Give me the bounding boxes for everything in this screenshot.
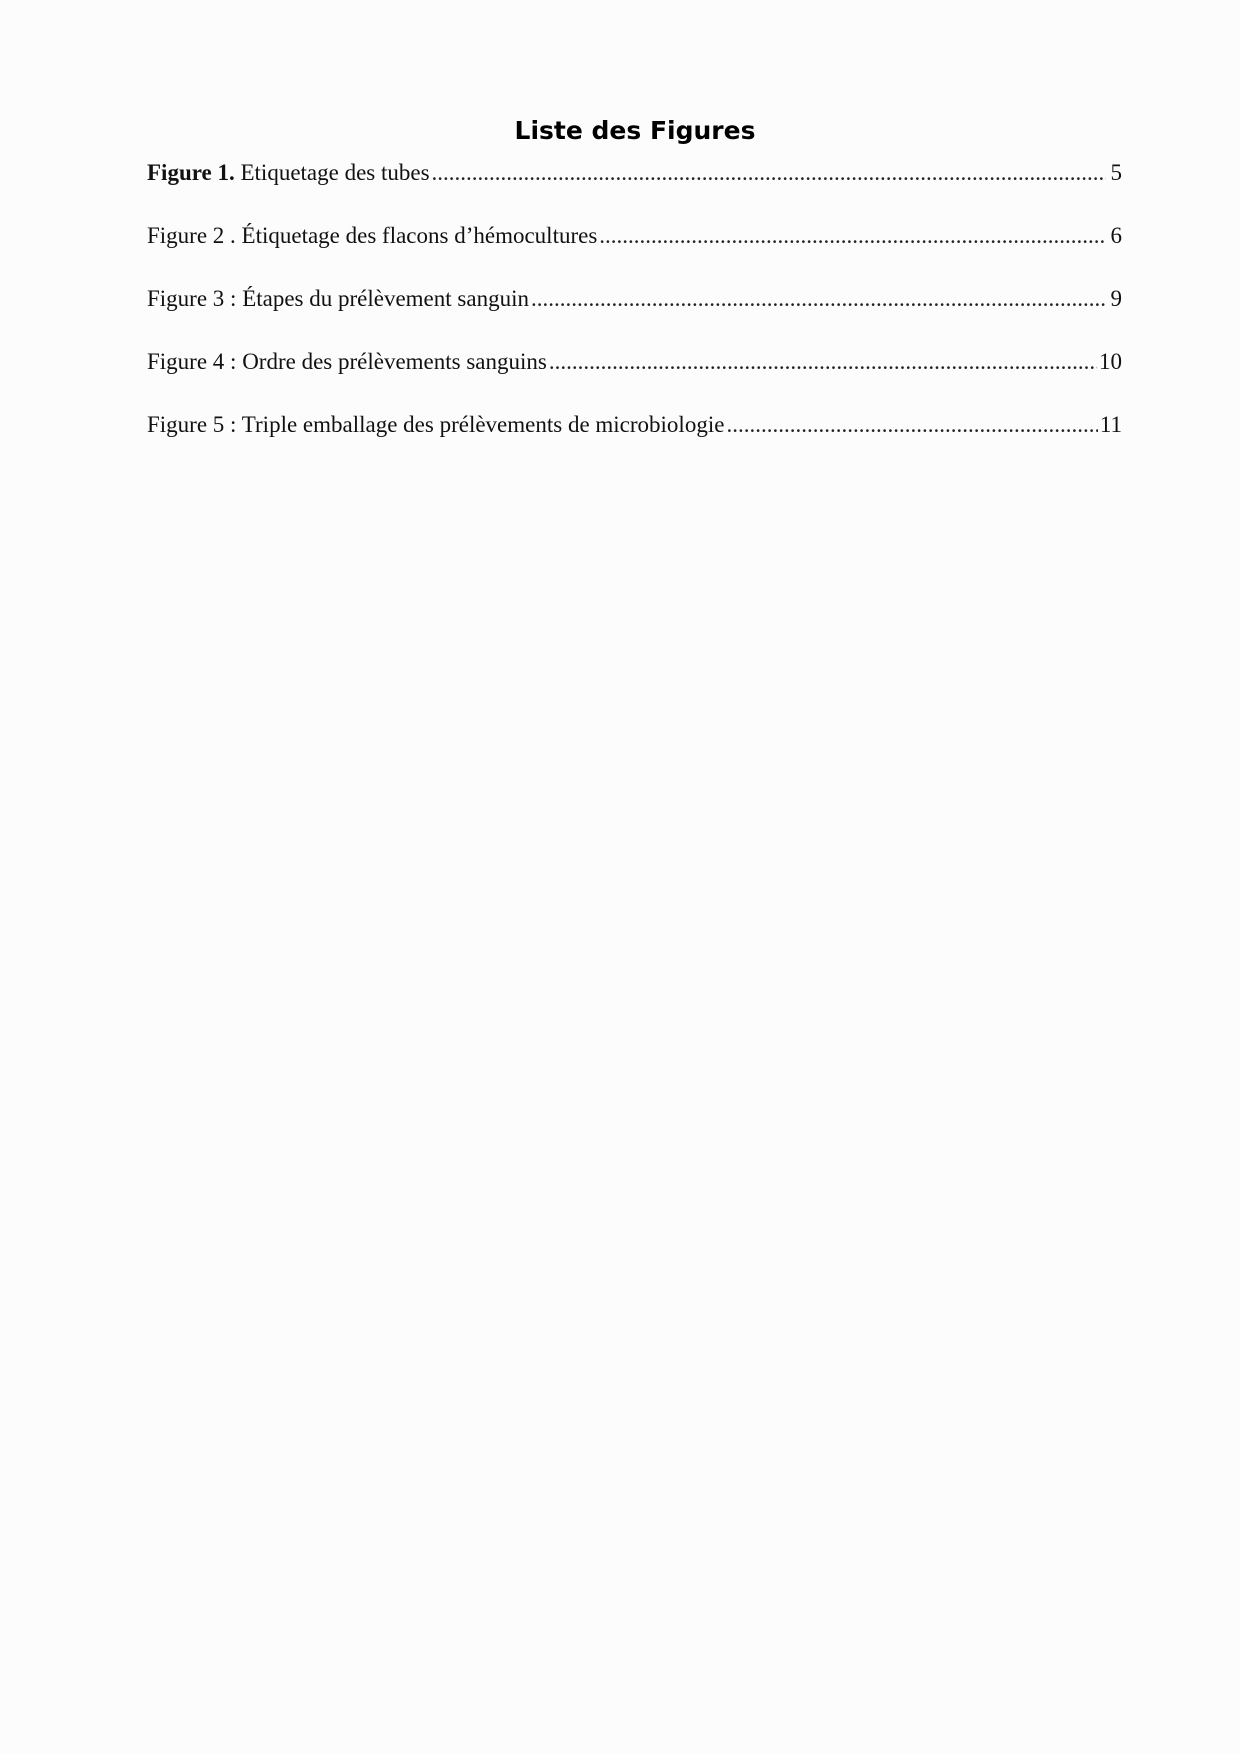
toc-entry-figure-1[interactable]	[147, 160, 1122, 223]
toc-entry-text: Figure 5 : Triple emballage des prélèvements de microbiologie	[147, 412, 725, 437]
toc-entry-figure-2[interactable]	[147, 223, 1122, 286]
toc-entry-text: Figure 3 : Étapes du prélèvement sanguin	[147, 286, 529, 311]
toc-entry-label	[147, 349, 547, 375]
dot-leader	[726, 412, 1097, 438]
toc-entry-text: Figure 2 . Étiquetage des flacons d’hémocultures	[147, 223, 598, 248]
toc-entry-prefix: Figure 1.	[147, 160, 235, 185]
toc-entry-page-number: 9	[1110, 286, 1122, 311]
dot-leader	[432, 160, 1106, 186]
toc-entry-text: Etiquetage des tubes	[234, 160, 430, 185]
toc-entry-page-number: 10	[1099, 349, 1122, 374]
dot-leader	[531, 286, 1106, 312]
toc-entry-figure-3[interactable]	[147, 286, 1122, 349]
toc-entry-page-number: 11	[1099, 412, 1122, 437]
dot-leader	[549, 349, 1097, 375]
toc-entry-figure-5[interactable]	[147, 412, 1122, 475]
toc-entry-label	[147, 286, 529, 312]
toc-entry-page-number: 6	[1110, 223, 1122, 248]
page-title: Liste des Figures	[514, 116, 756, 145]
toc-entry-text: Figure 4 : Ordre des prélèvements sanguins	[147, 349, 547, 374]
dot-leader	[599, 223, 1106, 249]
list-of-figures	[147, 160, 1122, 475]
toc-entry-label	[147, 160, 430, 186]
toc-entry-figure-4[interactable]	[147, 349, 1122, 412]
toc-entry-label	[147, 412, 724, 438]
toc-entry-page-number: 5	[1110, 160, 1122, 185]
toc-entry-label	[147, 223, 597, 249]
